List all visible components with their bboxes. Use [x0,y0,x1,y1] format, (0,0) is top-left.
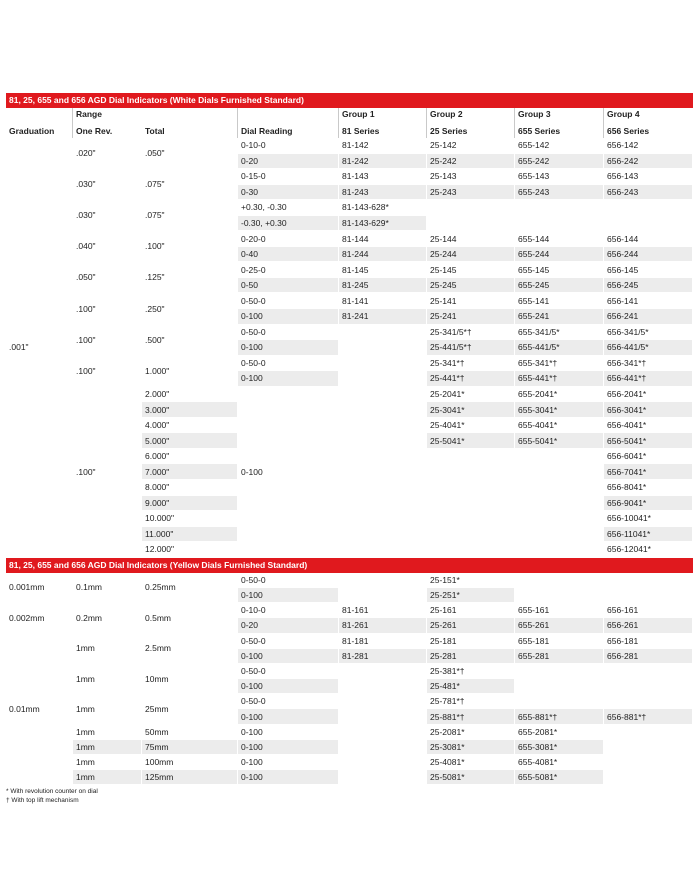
group4-cell [604,200,693,216]
group4-cell: 656-281 [604,649,693,664]
group2-cell: 25-145 [427,262,515,278]
group2-cell [427,542,515,558]
total-cell: .100" [142,231,238,262]
group1-cell [339,387,427,558]
group4-cell: 656-143 [604,169,693,185]
range-cell: .050" [73,262,142,293]
total-cell: 7.000" [142,464,238,480]
dial-reading-cell: +0.30, -0.30 [238,200,339,216]
dial-reading-cell: 0-100 [238,679,339,694]
group4-cell [604,740,693,755]
group4-cell [604,725,693,740]
group2-cell: 25-5081* [427,770,515,785]
group3-cell: 655-2041* [515,387,604,403]
dial-reading-cell: 0-100 [238,387,339,558]
group2-cell: 25-181 [427,634,515,649]
group1-cell [339,709,427,724]
group1-cell: 81-244 [339,247,427,263]
group4-cell: 656-243 [604,185,693,201]
group4-cell: 656-2041* [604,387,693,403]
group2-cell: 25-142 [427,138,515,154]
group1-cell [339,588,427,603]
dial-reading-cell: 0-100 [238,371,339,387]
total-cell: 50mm [142,725,238,740]
group1-cell [339,356,427,372]
group2-cell: 25-5041* [427,433,515,449]
footnote-counter: * With revolution counter on dial [6,788,98,796]
header-group4-series: 656 Series [607,126,650,136]
range-cell: .020" [73,138,142,169]
group3-cell: 655-3041* [515,402,604,418]
group4-cell [604,679,693,694]
group4-cell: 656-11041* [604,527,693,543]
group1-cell: 81-181 [339,634,427,649]
group3-cell [515,480,604,496]
group3-cell: 655-3081* [515,740,604,755]
group3-cell: 655-245 [515,278,604,294]
total-cell: 2.000" [142,387,238,403]
group3-cell [515,573,604,588]
group4-cell: 656-145 [604,262,693,278]
range-cell: 0.1mm [73,573,142,603]
group1-cell: 81-141 [339,293,427,309]
total-cell: 4.000" [142,418,238,434]
range-cell: .100" [73,325,142,356]
group4-cell [604,588,693,603]
group4-cell: 656-9041* [604,496,693,512]
group4-cell: 656-441*† [604,371,693,387]
dial-reading-cell: 0-50-0 [238,664,339,679]
header-group2-series: 25 Series [430,126,468,136]
group4-cell: 656-10041* [604,511,693,527]
group3-cell: 655-341*† [515,356,604,372]
group3-cell [515,511,604,527]
total-cell: .250" [142,293,238,324]
group4-cell: 656-341*† [604,356,693,372]
header-group3: Group 3 [518,109,551,119]
dial-reading-cell: 0-100 [238,725,339,740]
group2-cell: 25-2081* [427,725,515,740]
group1-cell [339,325,427,341]
dial-reading-cell: 0-100 [238,709,339,724]
dial-reading-cell: 0-10-0 [238,603,339,618]
range-cell: 1mm [73,694,142,724]
group3-cell: 655-441*† [515,371,604,387]
group1-cell: 81-241 [339,309,427,325]
group4-cell [604,770,693,785]
header-graduation: Graduation [9,126,55,136]
group1-cell [339,770,427,785]
group4-cell: 656-245 [604,278,693,294]
dial-reading-cell: 0-50-0 [238,573,339,588]
graduation-cell: 0.01mm [6,634,73,786]
group3-cell: 655-881*† [515,709,604,724]
dial-reading-cell: 0-30 [238,185,339,201]
group2-cell: 25-244 [427,247,515,263]
range-cell: 1mm [73,725,142,740]
total-cell: 1.000" [142,356,238,387]
group4-cell: 656-241 [604,309,693,325]
total-cell: 11.000" [142,527,238,543]
group4-cell [604,664,693,679]
dial-reading-cell: 0-100 [238,649,339,664]
group1-cell [339,755,427,770]
white-dial-table [6,138,693,558]
group2-cell: 25-281 [427,649,515,664]
group4-cell [604,573,693,588]
table-header [6,108,693,138]
total-cell: .500" [142,325,238,356]
dial-reading-cell: 0-25-0 [238,262,339,278]
dial-reading-cell: 0-100 [238,588,339,603]
group4-cell: 656-3041* [604,402,693,418]
group3-cell [515,216,604,232]
dial-reading-cell: 0-50-0 [238,356,339,372]
dial-reading-cell: 0-15-0 [238,169,339,185]
group4-cell: 656-244 [604,247,693,263]
group3-cell [515,694,604,709]
group1-cell: 81-145 [339,262,427,278]
total-cell: 2.5mm [142,634,238,664]
dial-reading-cell: 0-10-0 [238,138,339,154]
group3-cell [515,496,604,512]
group2-cell: 25-241 [427,309,515,325]
group3-cell: 655-261 [515,618,604,633]
group3-cell: 655-243 [515,185,604,201]
group1-cell: 81-144 [339,231,427,247]
group3-cell: 655-161 [515,603,604,618]
group2-cell: 25-245 [427,278,515,294]
group2-cell: 25-141 [427,293,515,309]
dial-reading-cell: 0-100 [238,340,339,356]
group2-cell: 25-4041* [427,418,515,434]
group2-cell: 25-341*† [427,356,515,372]
range-cell: .030" [73,200,142,231]
total-cell: 8.000" [142,480,238,496]
group4-cell: 656-4041* [604,418,693,434]
group2-cell [427,480,515,496]
yellow-dial-table [6,573,693,786]
group1-cell [339,740,427,755]
group3-cell: 655-5041* [515,433,604,449]
group4-cell: 656-242 [604,154,693,170]
group4-cell: 656-144 [604,231,693,247]
group4-cell: 656-441/5* [604,340,693,356]
group2-cell: 25-341/5*† [427,325,515,341]
dial-reading-cell: -0.30, +0.30 [238,216,339,232]
group3-cell [515,664,604,679]
group4-cell: 656-12041* [604,542,693,558]
section-banner-white: 81, 25, 655 and 656 AGD Dial Indicators (White Dials Furnished Standard) [6,93,693,108]
group3-cell: 655-143 [515,169,604,185]
group1-cell [339,573,427,588]
group2-cell: 25-481* [427,679,515,694]
group2-cell: 25-261 [427,618,515,633]
group2-cell [427,200,515,216]
group3-cell: 655-244 [515,247,604,263]
group1-cell: 81-142 [339,138,427,154]
group2-cell: 25-143 [427,169,515,185]
group4-cell: 656-142 [604,138,693,154]
group1-cell: 81-143 [339,169,427,185]
group2-cell: 25-4081* [427,755,515,770]
group3-cell: 655-142 [515,138,604,154]
group2-cell: 25-251* [427,588,515,603]
group3-cell: 655-4081* [515,755,604,770]
group1-cell: 81-161 [339,603,427,618]
graduation-cell: 0.001mm [6,573,73,603]
dial-reading-cell: 0-50-0 [238,694,339,709]
header-group1-series: 81 Series [342,126,380,136]
graduation-cell: 0.002mm [6,603,73,633]
range-cell: .100" [73,356,142,387]
total-cell: 6.000" [142,449,238,465]
group4-cell: 656-141 [604,293,693,309]
group3-cell: 655-145 [515,262,604,278]
header-one-rev: One Rev. [76,126,113,136]
range-cell: .040" [73,231,142,262]
group2-cell: 25-441*† [427,371,515,387]
group2-cell [427,464,515,480]
total-cell: .125" [142,262,238,293]
group2-cell: 25-441/5*† [427,340,515,356]
dial-reading-cell: 0-50-0 [238,293,339,309]
range-cell: 1mm [73,634,142,664]
group2-cell: 25-151* [427,573,515,588]
group1-cell [339,664,427,679]
group1-cell: 81-242 [339,154,427,170]
group2-cell: 25-381*† [427,664,515,679]
range-cell: 1mm [73,740,142,755]
group3-cell: 655-4041* [515,418,604,434]
group3-cell: 655-241 [515,309,604,325]
group4-cell: 656-181 [604,634,693,649]
group3-cell: 655-141 [515,293,604,309]
header-group3-series: 655 Series [518,126,561,136]
group2-cell [427,449,515,465]
group4-cell: 656-261 [604,618,693,633]
group1-cell [339,694,427,709]
group1-cell [339,725,427,740]
total-cell: 100mm [142,755,238,770]
graduation-cell: .001" [6,138,73,558]
header-total: Total [145,126,165,136]
total-cell: 9.000" [142,496,238,512]
group2-cell [427,216,515,232]
group1-cell [339,371,427,387]
group1-cell [339,340,427,356]
group3-cell: 655-144 [515,231,604,247]
total-cell: 5.000" [142,433,238,449]
range-cell: .030" [73,169,142,200]
group1-cell: 81-143-629* [339,216,427,232]
dial-reading-cell: 0-100 [238,755,339,770]
group4-cell: 656-341/5* [604,325,693,341]
group3-cell [515,200,604,216]
total-cell: 12.000" [142,542,238,558]
total-cell: 75mm [142,740,238,755]
group4-cell [604,755,693,770]
total-cell: 10.000" [142,511,238,527]
total-cell: .075" [142,200,238,231]
dial-reading-cell: 0-50-0 [238,634,339,649]
total-cell: 0.25mm [142,573,238,603]
group1-cell: 81-243 [339,185,427,201]
dial-reading-cell: 0-100 [238,740,339,755]
group3-cell [515,542,604,558]
footnotes [6,787,693,805]
group3-cell [515,679,604,694]
dial-reading-cell: 0-20 [238,154,339,170]
group4-cell [604,694,693,709]
group3-cell: 655-341/5* [515,325,604,341]
dial-reading-cell: 0-20-0 [238,231,339,247]
dial-indicator-catalog [6,93,693,805]
group4-cell: 656-7041* [604,464,693,480]
group3-cell: 655-441/5* [515,340,604,356]
group4-cell: 656-161 [604,603,693,618]
dial-reading-cell: 0-40 [238,247,339,263]
total-cell: 10mm [142,664,238,694]
group3-cell: 655-242 [515,154,604,170]
group2-cell: 25-161 [427,603,515,618]
footnote-top-lift: † With top lift mechanism [6,797,79,805]
group3-cell [515,527,604,543]
total-cell: 0.5mm [142,603,238,633]
group2-cell [427,511,515,527]
range-cell: .100" [73,387,142,558]
dial-reading-cell: 0-100 [238,770,339,785]
group4-cell: 656-8041* [604,480,693,496]
range-cell: .100" [73,293,142,324]
group2-cell [427,527,515,543]
group2-cell [427,496,515,512]
range-cell: 1mm [73,770,142,785]
total-cell: .050" [142,138,238,169]
group4-cell: 656-881*† [604,709,693,724]
group3-cell [515,588,604,603]
total-cell: 125mm [142,770,238,785]
group3-cell [515,464,604,480]
group1-cell: 81-281 [339,649,427,664]
header-group2: Group 2 [430,109,463,119]
header-dial-reading: Dial Reading [241,126,293,136]
group4-cell: 656-6041* [604,449,693,465]
header-group1: Group 1 [342,109,375,119]
range-cell: 1mm [73,755,142,770]
group2-cell: 25-781*† [427,694,515,709]
group3-cell: 655-2081* [515,725,604,740]
group2-cell: 25-144 [427,231,515,247]
range-cell: 0.2mm [73,603,142,633]
range-cell: 1mm [73,664,142,694]
group1-cell [339,679,427,694]
total-cell: 3.000" [142,402,238,418]
dial-reading-cell: 0-50 [238,278,339,294]
group2-cell: 25-2041* [427,387,515,403]
section-banner-yellow: 81, 25, 655 and 656 AGD Dial Indicators (Yellow Dials Furnished Standard) [6,558,693,573]
total-cell: .075" [142,169,238,200]
group3-cell: 655-181 [515,634,604,649]
group2-cell: 25-243 [427,185,515,201]
group3-cell: 655-5081* [515,770,604,785]
dial-reading-cell: 0-50-0 [238,325,339,341]
group1-cell: 81-245 [339,278,427,294]
group1-cell: 81-143-628* [339,200,427,216]
header-group4: Group 4 [607,109,640,119]
group1-cell: 81-261 [339,618,427,633]
header-range: Range [76,109,102,119]
group3-cell: 655-281 [515,649,604,664]
group2-cell: 25-3081* [427,740,515,755]
dial-reading-cell: 0-20 [238,618,339,633]
group4-cell [604,216,693,232]
group2-cell: 25-3041* [427,402,515,418]
total-cell: 25mm [142,694,238,724]
group2-cell: 25-242 [427,154,515,170]
group2-cell: 25-881*† [427,709,515,724]
dial-reading-cell: 0-100 [238,309,339,325]
group4-cell: 656-5041* [604,433,693,449]
group3-cell [515,449,604,465]
